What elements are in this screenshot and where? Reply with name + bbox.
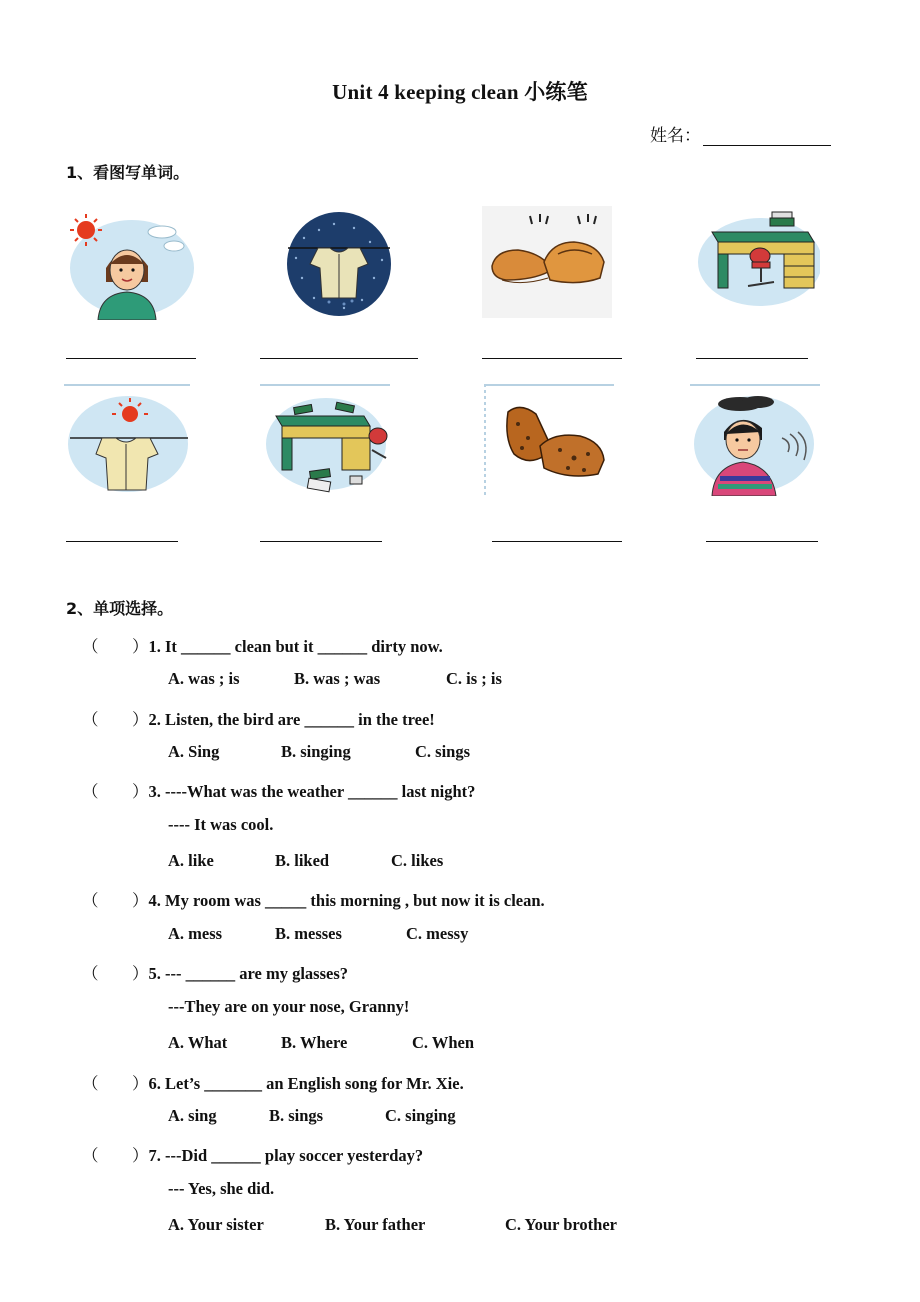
answer-paren-open[interactable]: （	[82, 782, 99, 801]
option-b[interactable]: B. sings	[269, 1106, 324, 1125]
option-a[interactable]: A. mess	[168, 924, 223, 943]
clean-shoes-picture	[482, 206, 612, 318]
question-1	[82, 633, 443, 657]
question-2-options	[168, 742, 470, 762]
question-1-options	[168, 669, 502, 689]
question-stem: 7. ---Did ______ play soccer yesterday?	[148, 1146, 424, 1165]
option-b[interactable]: B. liked	[275, 851, 330, 870]
option-a[interactable]: A. was ; is	[168, 669, 240, 688]
option-a[interactable]: A. sing	[168, 1106, 217, 1125]
option-b[interactable]: B. singing	[281, 742, 351, 761]
option-a[interactable]: A. What	[168, 1033, 228, 1052]
question-4	[82, 887, 545, 911]
page-title: Unit 4 keeping clean 小练笔	[332, 80, 588, 104]
option-c[interactable]: C. likes	[391, 851, 444, 870]
answer-blank-1[interactable]	[66, 358, 196, 359]
option-c[interactable]: C. is ; is	[446, 669, 502, 688]
answer-paren-open[interactable]: （	[82, 964, 99, 983]
cold-boy-picture	[690, 384, 820, 496]
section-2-heading: 2、单项选择。	[66, 599, 174, 618]
wet-shirt-picture	[274, 208, 404, 320]
answer-blank-6[interactable]	[260, 541, 382, 542]
question-2	[82, 706, 435, 730]
option-c[interactable]: C. Your brother	[505, 1215, 617, 1234]
question-stem: 2. Listen, the bird are ______ in the tree!	[148, 710, 435, 729]
question-6-options	[168, 1106, 456, 1126]
answer-paren-open[interactable]: （	[82, 710, 99, 729]
option-a[interactable]: A. Your sister	[168, 1215, 264, 1234]
option-c[interactable]: C. messy	[406, 924, 469, 943]
option-b[interactable]: B. Where	[281, 1033, 348, 1052]
option-b[interactable]: B. was ; was	[294, 669, 381, 688]
question-stem: 3. ----What was the weather ______ last night?	[148, 782, 476, 801]
name-field[interactable]	[650, 121, 831, 146]
option-a[interactable]: A. like	[168, 851, 214, 870]
question-3-options	[168, 851, 443, 871]
name-label: 姓名：	[650, 126, 701, 146]
question-4-options	[168, 924, 468, 944]
answer-paren-close: ）	[132, 1074, 149, 1093]
answer-blank-4[interactable]	[696, 358, 808, 359]
question-stem: 4. My room was _____ this morning , but now it is clean.	[148, 891, 545, 910]
name-blank[interactable]	[703, 127, 831, 146]
answer-paren-close: ）	[132, 891, 149, 910]
answer-paren-close: ）	[132, 964, 149, 983]
answer-paren-close: ）	[132, 637, 149, 656]
messy-desk-picture	[260, 384, 390, 496]
option-c[interactable]: C. sings	[415, 742, 471, 761]
question-5-options	[168, 1033, 474, 1053]
option-a[interactable]: A. Sing	[168, 742, 220, 761]
question-5	[82, 960, 348, 984]
answer-blank-5[interactable]	[66, 541, 178, 542]
option-b[interactable]: B. Your father	[325, 1215, 426, 1234]
sunny-girl-picture	[64, 208, 194, 320]
answer-paren-close: ）	[132, 1146, 149, 1165]
question-stem: 6. Let’s _______ an English song for Mr. Xie.	[148, 1074, 464, 1093]
dry-shirt-picture	[64, 384, 194, 496]
answer-paren-open[interactable]: （	[82, 1146, 99, 1165]
answer-blank-7[interactable]	[492, 541, 622, 542]
question-6	[82, 1070, 464, 1094]
option-b[interactable]: B. messes	[275, 924, 342, 943]
question-5-reply: ---They are on your nose, Granny!	[168, 997, 410, 1016]
question-3-reply: ---- It was cool.	[168, 815, 274, 834]
question-7	[82, 1142, 423, 1166]
question-stem: 1. It ______ clean but it ______ dirty now.	[148, 637, 443, 656]
question-3	[82, 778, 475, 802]
option-c[interactable]: C. singing	[385, 1106, 456, 1125]
question-7-reply: --- Yes, she did.	[168, 1179, 275, 1198]
answer-paren-open[interactable]: （	[82, 891, 99, 910]
option-c[interactable]: C. When	[412, 1033, 475, 1052]
answer-blank-8[interactable]	[706, 541, 818, 542]
question-stem: 5. --- ______ are my glasses?	[148, 964, 348, 983]
tidy-desk-picture	[690, 200, 820, 312]
answer-blank-2[interactable]	[260, 358, 418, 359]
section-1-heading: 1、看图写单词。	[66, 163, 190, 182]
answer-blank-3[interactable]	[482, 358, 622, 359]
answer-paren-close: ）	[132, 782, 149, 801]
answer-paren-close: ）	[132, 710, 149, 729]
answer-paren-open[interactable]: （	[82, 1074, 99, 1093]
question-7-options	[168, 1215, 617, 1235]
dirty-shoes-picture	[484, 384, 614, 496]
answer-paren-open[interactable]: （	[82, 637, 99, 656]
